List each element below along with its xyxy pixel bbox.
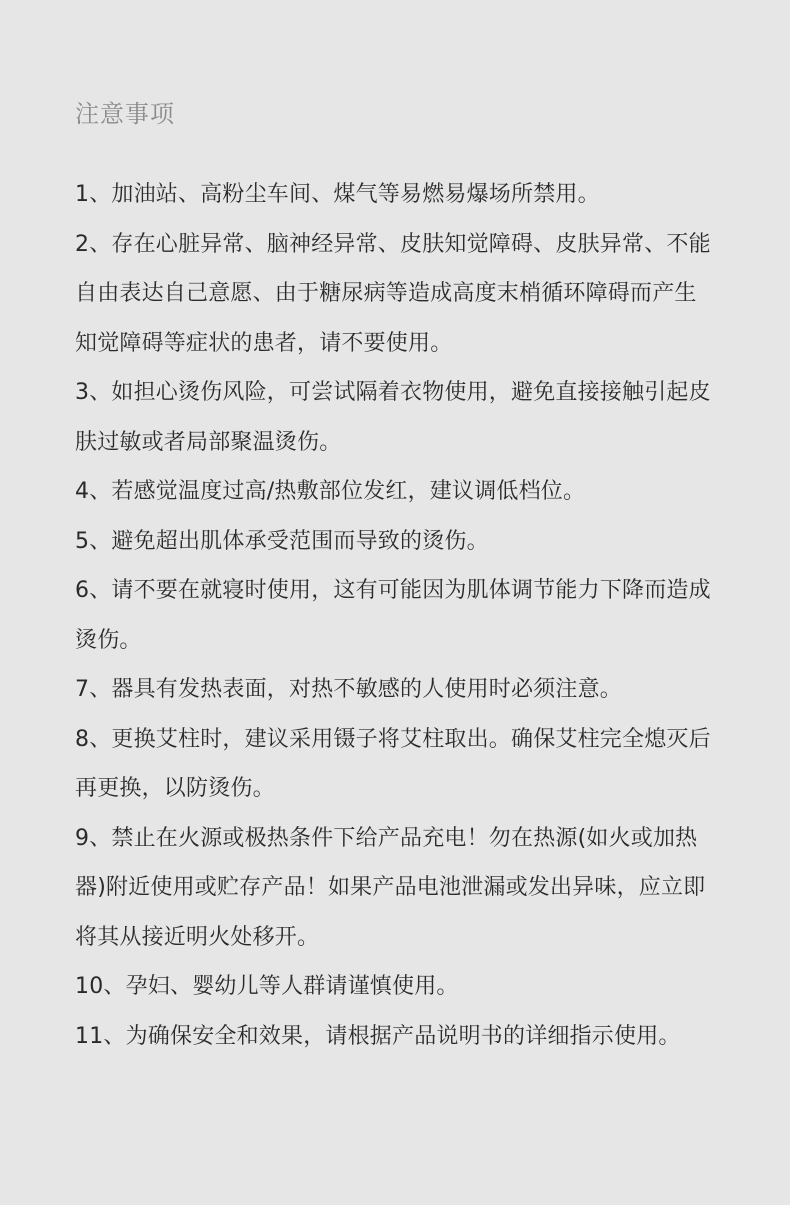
- precaution-item-10: 10、孕妇、婴幼儿等人群请谨慎使用。: [75, 974, 459, 999]
- precaution-item-9: 9、禁止在火源或极热条件下给产品充电！勿在热源(如火或加热器)附近使用或贮存产品！如果产品电池泄漏或发出异味，应立即将其从接近明火处移开。: [75, 825, 706, 950]
- page-title: 注意事项: [75, 100, 175, 128]
- precaution-item-8: 8、更换艾柱时，建议采用镊子将艾柱取出。确保艾柱完全熄灭后再更换，以防烫伤。: [75, 726, 711, 801]
- precaution-item-1: 1、加油站、高粉尘车间、煤气等易燃易爆场所禁用。: [75, 182, 600, 207]
- precautions-list: [75, 170, 715, 1061]
- precaution-item-5: 5、避免超出肌体承受范围而导致的烫伤。: [75, 528, 489, 554]
- precaution-item-7: 7、器具有发热表面，对热不敏感的人使用时必须注意。: [75, 677, 622, 702]
- precaution-item-6: 6、请不要在就寝时使用，这有可能因为肌体调节能力下降而造成烫伤。: [75, 578, 711, 653]
- precaution-item-4: 4、若感觉温度过高/热敷部位发红，建议调低档位。: [75, 479, 586, 504]
- precaution-item-3: 3、如担心烫伤风险，可尝试隔着衣物使用，避免直接接触引起皮肤过敏或者局部聚温烫伤。: [75, 380, 711, 455]
- precaution-item-2: 2、存在心脏异常、脑神经异常、皮肤知觉障碍、皮肤异常、不能自由表达自己意愿、由于糖尿病等造成高度末梢循环障碍而产生知觉障碍等症状的患者，请不要使用。: [75, 231, 711, 356]
- precaution-item-11: 11、为确保安全和效果，请根据产品说明书的详细指示使用。: [75, 1023, 681, 1049]
